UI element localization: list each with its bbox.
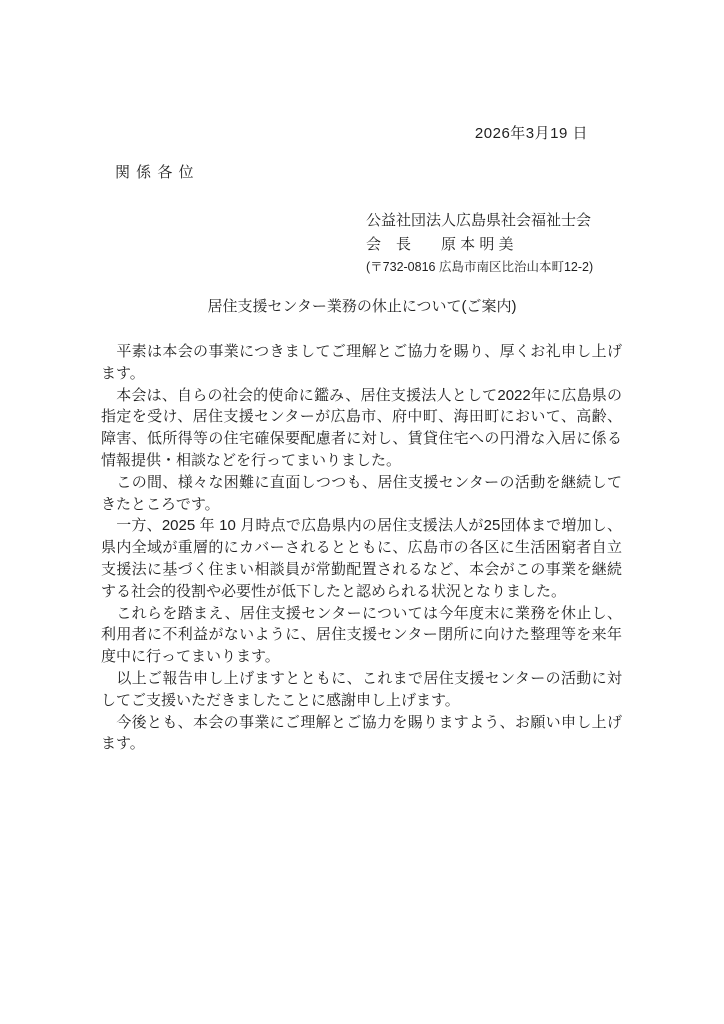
sender-organization: 公益社団法人広島県社会福祉士会 (366, 212, 592, 229)
body-paragraph: 本会は、自らの社会的使命に鑑み、居住支援法人として2022年に広島県の指定を受け、居住支援センターが広島市、府中町、海田町において、高齢、障害、低所得等の住宅確保要配慮者に対し、賃貸住宅への円滑な入居に係る情報提供・相談などを行ってまいりました。 (101, 386, 622, 469)
letter-body (101, 341, 622, 755)
letter-date: 2026年3月19 日 (474, 125, 588, 142)
body-paragraph: 平素は本会の事業につきましてご理解とご協力を賜り、厚くお礼申し上げます。 (101, 343, 622, 382)
sender-block (366, 209, 593, 278)
body-paragraph: この間、様々な困難に直面しつつも、居住支援センターの活動を継続してきたところです。 (101, 473, 622, 513)
body-paragraph: 一方、2025 年 10 月時点で広島県内の居住支援法人が25団体まで増加し、県内全域が重層的にカバーされるとともに、広島市の各区に生活困窮者自立支援法に基づく住まい相談員が常勤配置されるなど、本会がこの事業を継続する社会的役割や必要性が低下したと認められる状況となりました。 (101, 517, 622, 600)
sender-address: (〒732-0816 広島市南区比治山本町12-2) (366, 260, 594, 274)
body-paragraph: 今後とも、本会の事業にご理解とご協力を賜りますよう、お願い申し上げます。 (101, 713, 622, 753)
sender-chairperson: 会 長 原 本 明 美 (366, 236, 514, 253)
body-paragraph: 以上ご報告申し上げますとともに、これまで居住支援センターの活動に対してご支援いただきましたことに感謝申し上げます。 (101, 669, 622, 709)
letter-subject: 居住支援センター業務の休止について(ご案内) (207, 298, 517, 315)
body-paragraph: これらを踏まえ、居住支援センターについては今年度末に業務を休止し、利用者に不利益がないように、居住支援センター閉所に向けた整理等を来年度中に行ってまいります。 (101, 604, 622, 666)
letter-addressee: 関 係 各 位 (115, 164, 195, 181)
